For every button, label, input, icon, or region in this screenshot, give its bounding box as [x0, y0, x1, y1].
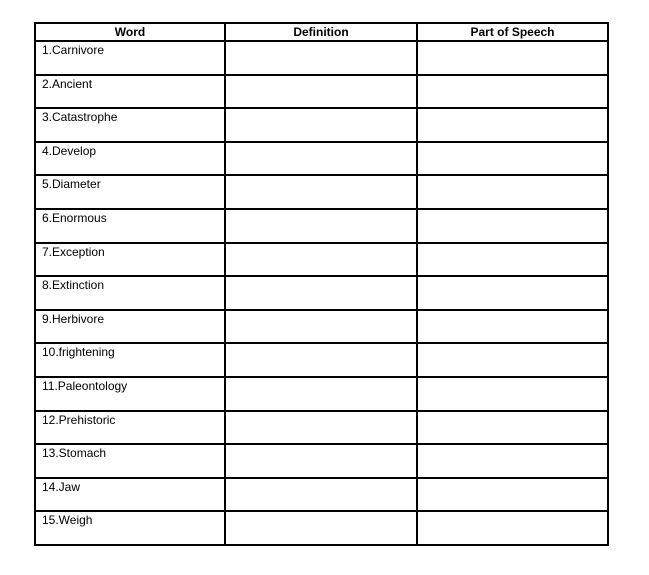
- header-word: Word: [35, 23, 225, 41]
- part-of-speech-cell[interactable]: [417, 175, 608, 209]
- word-cell: [35, 444, 225, 478]
- word-label: 1.Carnivore: [42, 43, 105, 57]
- part-of-speech-cell[interactable]: [417, 108, 608, 142]
- word-label: 8.Extinction: [42, 278, 105, 293]
- word-label: 12.Prehistoric: [42, 412, 116, 427]
- part-of-speech-cell[interactable]: [417, 75, 608, 109]
- word-label: 6.Enormous: [42, 210, 107, 225]
- word-label: 7.Exception: [42, 244, 105, 259]
- definition-cell[interactable]: [225, 209, 417, 243]
- word-cell: [35, 108, 225, 142]
- header-definition: Definition: [225, 23, 417, 41]
- table-row: [35, 108, 608, 142]
- definition-cell[interactable]: [225, 444, 417, 478]
- table-row: [35, 377, 608, 411]
- word-cell: [35, 243, 225, 277]
- header-row: [35, 23, 608, 41]
- vocabulary-table: [34, 22, 609, 546]
- table-row: [35, 142, 608, 176]
- word-cell: [35, 142, 225, 176]
- word-label: 4.Develop: [42, 143, 97, 158]
- definition-cell[interactable]: [225, 276, 417, 310]
- word-cell: [35, 511, 225, 545]
- definition-cell[interactable]: [225, 511, 417, 545]
- part-of-speech-cell[interactable]: [417, 478, 608, 512]
- definition-cell[interactable]: [225, 41, 417, 75]
- word-cell: [35, 209, 225, 243]
- word-label: 14.Jaw: [42, 479, 81, 494]
- part-of-speech-cell[interactable]: [417, 377, 608, 411]
- table-row: [35, 478, 608, 512]
- part-of-speech-cell[interactable]: [417, 276, 608, 310]
- table-row: [35, 41, 608, 75]
- table-row: [35, 209, 608, 243]
- word-cell: [35, 343, 225, 377]
- part-of-speech-cell[interactable]: [417, 343, 608, 377]
- word-label: 2.Ancient: [42, 76, 93, 91]
- part-of-speech-cell[interactable]: [417, 310, 608, 344]
- word-cell: [35, 310, 225, 344]
- definition-cell[interactable]: [225, 478, 417, 512]
- definition-cell[interactable]: [225, 142, 417, 176]
- definition-cell[interactable]: [225, 243, 417, 277]
- definition-cell[interactable]: [225, 343, 417, 377]
- table-row: [35, 75, 608, 109]
- word-cell: [35, 276, 225, 310]
- part-of-speech-cell[interactable]: [417, 142, 608, 176]
- word-cell: [35, 377, 225, 411]
- part-of-speech-cell[interactable]: [417, 411, 608, 445]
- definition-cell[interactable]: [225, 175, 417, 209]
- definition-cell[interactable]: [225, 75, 417, 109]
- word-label: 5.Diameter: [42, 177, 101, 192]
- word-label: 15.Weigh: [42, 513, 93, 528]
- part-of-speech-cell[interactable]: [417, 243, 608, 277]
- definition-cell[interactable]: [225, 108, 417, 142]
- word-label: 13.Stomach: [42, 446, 107, 461]
- table-row: [35, 444, 608, 478]
- word-cell: [35, 411, 225, 445]
- table-row: [35, 343, 608, 377]
- header-part-of-speech: Part of Speech: [417, 23, 608, 41]
- word-label: 11.Paleontology: [42, 378, 128, 393]
- definition-cell[interactable]: [225, 377, 417, 411]
- word-cell: [35, 478, 225, 512]
- word-cell: [35, 175, 225, 209]
- word-cell: [35, 75, 225, 109]
- table-row: [35, 310, 608, 344]
- table-row: [35, 243, 608, 277]
- table-row: [35, 411, 608, 445]
- table-row: [35, 175, 608, 209]
- part-of-speech-cell[interactable]: [417, 41, 608, 75]
- part-of-speech-cell[interactable]: [417, 444, 608, 478]
- table-row: [35, 511, 608, 545]
- word-label: 9.Herbivore: [42, 311, 105, 326]
- part-of-speech-cell[interactable]: [417, 511, 608, 545]
- word-cell: [35, 41, 225, 75]
- definition-cell[interactable]: [225, 411, 417, 445]
- part-of-speech-cell[interactable]: [417, 209, 608, 243]
- word-label: 10.frightening: [42, 345, 115, 360]
- definition-cell[interactable]: [225, 310, 417, 344]
- word-label: 3.Catastrophe: [42, 110, 118, 125]
- table-row: [35, 276, 608, 310]
